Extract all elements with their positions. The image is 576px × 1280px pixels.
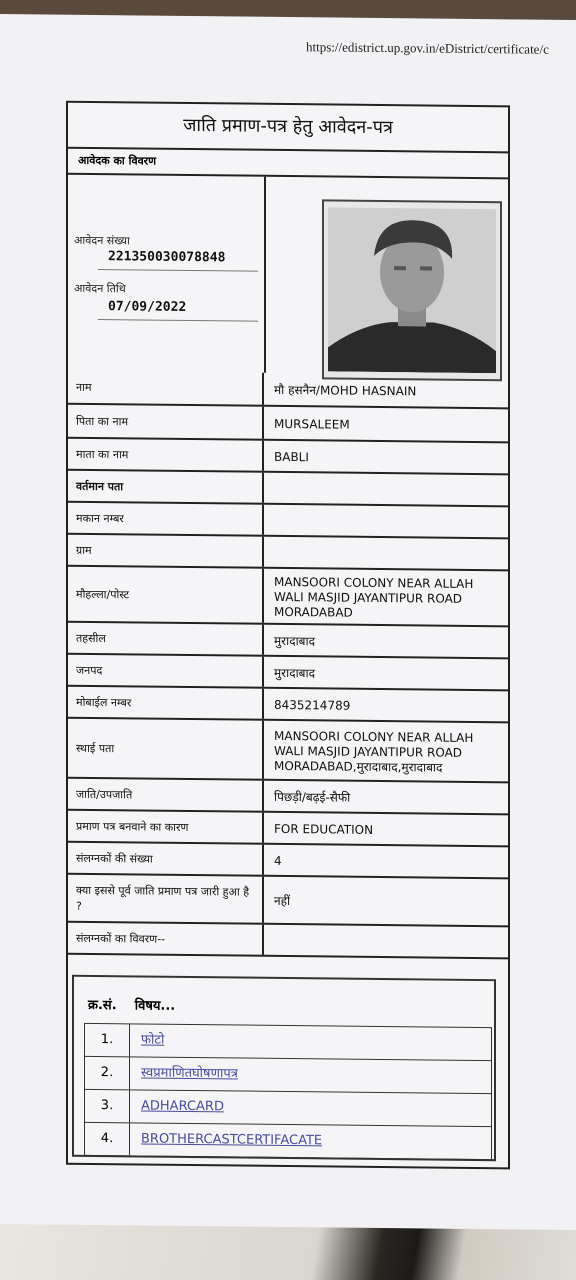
attachment-number: 3. [85,1090,130,1122]
printed-paper [0,14,576,1230]
field-label: संलग्नकों की संख्या [76,851,153,866]
field-label: नाम [76,380,92,394]
detail-row [68,567,508,628]
field-label: संलग्नकों का विवरण-- [76,931,166,946]
form-title: जाति प्रमाण-पत्र हेतु आवेदन-पत्र [68,103,508,154]
attachment-number: 1. [85,1024,130,1056]
applicant-photo [322,199,502,381]
attachment-link[interactable]: ADHARCARD [141,1098,224,1115]
detail-row [68,503,508,540]
detail-row [68,623,508,660]
attachment-row [85,1090,491,1127]
detail-row [68,471,508,508]
detail-row [68,923,508,960]
field-label: मोबाईल नम्बर [76,695,132,710]
field-value: 8435214789 [274,697,351,713]
detail-row [68,655,508,692]
detail-row [68,875,508,928]
application-number-label: आवेदन संख्या [74,233,130,248]
field-value: FOR EDUCATION [274,821,374,837]
detail-row [68,811,508,848]
field-label: जाति/उपजाति [76,787,133,802]
attachment-number: 2. [85,1057,130,1089]
application-number: 221350030078848 [108,249,226,266]
field-value: 4 [274,853,282,868]
attachment-row [85,1024,491,1061]
field-label: प्रमाण पत्र बनवाने का कारण [76,819,189,834]
field-value: मौ हसनैन/MOHD HASNAIN [274,382,417,398]
detail-row [68,719,508,784]
application-date: 07/09/2022 [108,299,187,315]
detail-row [68,687,508,724]
attachment-row [85,1057,491,1094]
field-value: मुरादाबाद [274,633,316,648]
detail-row [68,439,508,476]
attachment-link[interactable]: स्वप्रमाणितघोषणापत्र [141,1065,238,1082]
section-heading: आवेदक का विवरण [68,147,508,180]
detail-row [68,371,508,410]
field-label: मौहल्ला/पोस्ट [76,587,130,602]
serial-column-header: क्र.सं. [88,997,117,1014]
attachment-link[interactable]: BROTHERCASTCERTIFACATE [141,1131,323,1149]
field-label: पिता का नाम [76,414,129,429]
label-cell [68,535,264,567]
field-value: MANSOORI COLONY NEAR ALLAH WALI MASJID JAYANTIPUR ROAD MORADABAD [274,574,474,620]
field-label: माता का नाम [76,447,129,462]
attachments-table [84,1023,492,1160]
attachments-box [72,975,496,1161]
label-cell [68,371,264,405]
field-value: MANSOORI COLONY NEAR ALLAH WALI MASJID JAYANTIPUR ROAD MORADABAD,मुरादाबाद,मुरादाबाद [274,728,474,775]
attachment-link[interactable]: फोटो [141,1032,165,1048]
application-form [66,101,510,1170]
divider [98,269,258,272]
attachment-number: 4. [85,1123,130,1155]
field-label: तहसील [76,631,106,646]
attachment-row [85,1123,491,1159]
page-url: https://edistrict.up.gov.in/eDistrict/certificate/c [306,39,549,57]
divider [98,319,258,322]
field-label: जनपद [76,663,103,678]
field-label: क्या इससे पूर्व जाति प्रमाण पत्र जारी हुआ है ? [76,883,250,913]
field-value: MURSALEEM [274,416,350,432]
attachments-header [88,995,175,1014]
field-value: BABLI [274,449,309,464]
subject-column-header: विषय... [134,998,176,1014]
field-label: वर्तमान पता [76,479,124,494]
detail-row [68,405,508,444]
detail-row [68,535,508,572]
field-label: मकान नम्बर [76,511,124,526]
field-label: स्थाई पता [76,741,115,756]
field-label: ग्राम [76,543,92,557]
field-value: पिछड़ी/बढ़ई-सैफी [274,789,351,805]
person-silhouette [328,207,496,373]
application-info-cell [68,175,266,373]
photo-image [328,207,496,373]
field-value: मुरादाबाद [274,665,316,680]
detail-row [68,843,508,880]
application-date-label: आवेदन तिथि [74,281,126,296]
field-value: नहीं [274,893,291,908]
detail-row [68,779,508,816]
